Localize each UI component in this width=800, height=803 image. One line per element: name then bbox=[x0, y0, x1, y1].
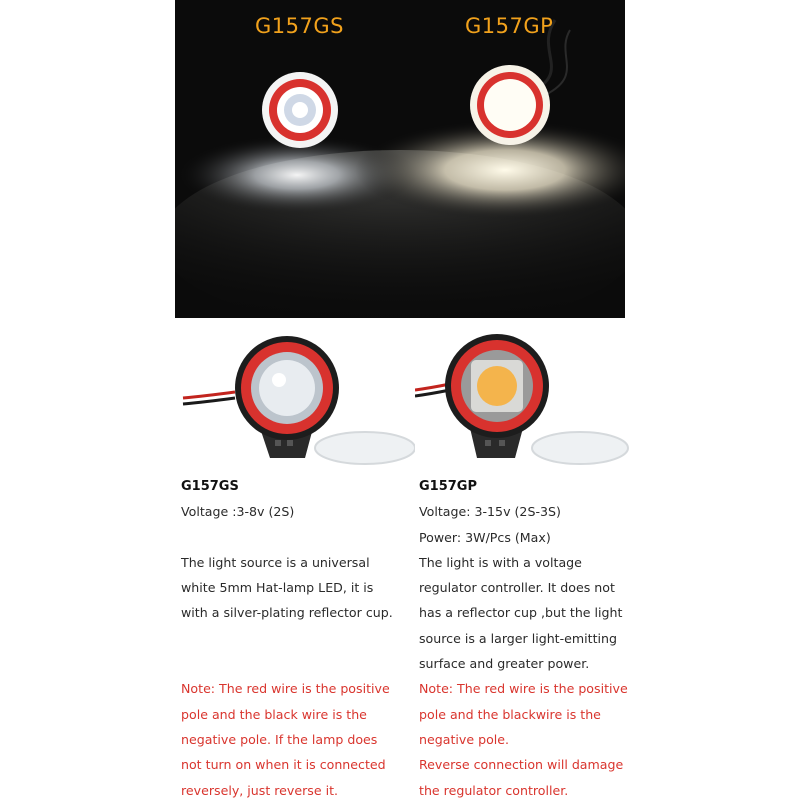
spacer bbox=[181, 525, 393, 550]
lens-cover bbox=[315, 432, 415, 464]
note-line: reversely, just reverse it. bbox=[181, 782, 339, 798]
description-line: regulator controller. It does not bbox=[419, 580, 615, 596]
g157gp-spec-column bbox=[419, 474, 628, 803]
description-line: The light is with a voltage bbox=[419, 554, 582, 570]
model-name: G157GS bbox=[181, 479, 239, 494]
description-line: surface and greater power. bbox=[419, 656, 590, 672]
note-line: negative pole. bbox=[419, 731, 510, 747]
note-line: Note: The red wire is the positive bbox=[419, 681, 628, 697]
note-line: not turn on when it is connected bbox=[181, 757, 386, 773]
left-lamp-front bbox=[262, 72, 338, 148]
note-line: Reverse connection will damage bbox=[419, 757, 624, 773]
description-line: with a silver-plating reflector cup. bbox=[181, 605, 393, 621]
description-line: has a reflector cup ,but the light bbox=[419, 605, 623, 621]
black-wire bbox=[183, 398, 235, 404]
lens-cover bbox=[532, 432, 628, 464]
right-model-title: G157GP bbox=[465, 14, 554, 38]
lamp-comparison-illustration bbox=[175, 0, 625, 318]
note-line: pole and the black wire is the bbox=[181, 706, 367, 722]
description-line: white 5mm Hat-lamp LED, it is bbox=[181, 580, 374, 596]
voltage-spec: Voltage: 3-15v (2S-3S) bbox=[419, 504, 561, 520]
description-line: The light source is a universal bbox=[181, 554, 370, 570]
left-product-photo bbox=[175, 318, 415, 468]
reflector-cup bbox=[259, 360, 315, 416]
note-line: pole and the blackwire is the bbox=[419, 706, 601, 722]
power-spec: Power: 3W/Pcs (Max) bbox=[419, 529, 551, 545]
right-lamp-front bbox=[470, 65, 550, 145]
spacer bbox=[181, 651, 393, 676]
voltage-spec: Voltage :3-8v (2S) bbox=[181, 504, 295, 520]
model-name: G157GP bbox=[419, 479, 478, 494]
lamp-comparison-photo bbox=[175, 0, 625, 318]
g157gs-lamp-image bbox=[175, 318, 415, 468]
g157gp-lamp-image bbox=[415, 318, 635, 468]
note-line: the regulator controller. bbox=[419, 782, 569, 798]
left-model-title: G157GS bbox=[255, 14, 344, 38]
led-bulb bbox=[272, 373, 286, 387]
cob-led bbox=[477, 366, 517, 406]
note-line: negative pole. If the lamp does bbox=[181, 731, 378, 747]
spacer bbox=[181, 626, 393, 651]
note-line: Note: The red wire is the positive bbox=[181, 681, 390, 697]
black-wire bbox=[415, 390, 450, 396]
description-line: source is a larger light-emitting bbox=[419, 630, 618, 646]
red-wire bbox=[415, 384, 450, 390]
right-product-photo bbox=[415, 318, 635, 468]
g157gs-spec-column bbox=[181, 474, 393, 803]
red-wire bbox=[183, 392, 235, 398]
